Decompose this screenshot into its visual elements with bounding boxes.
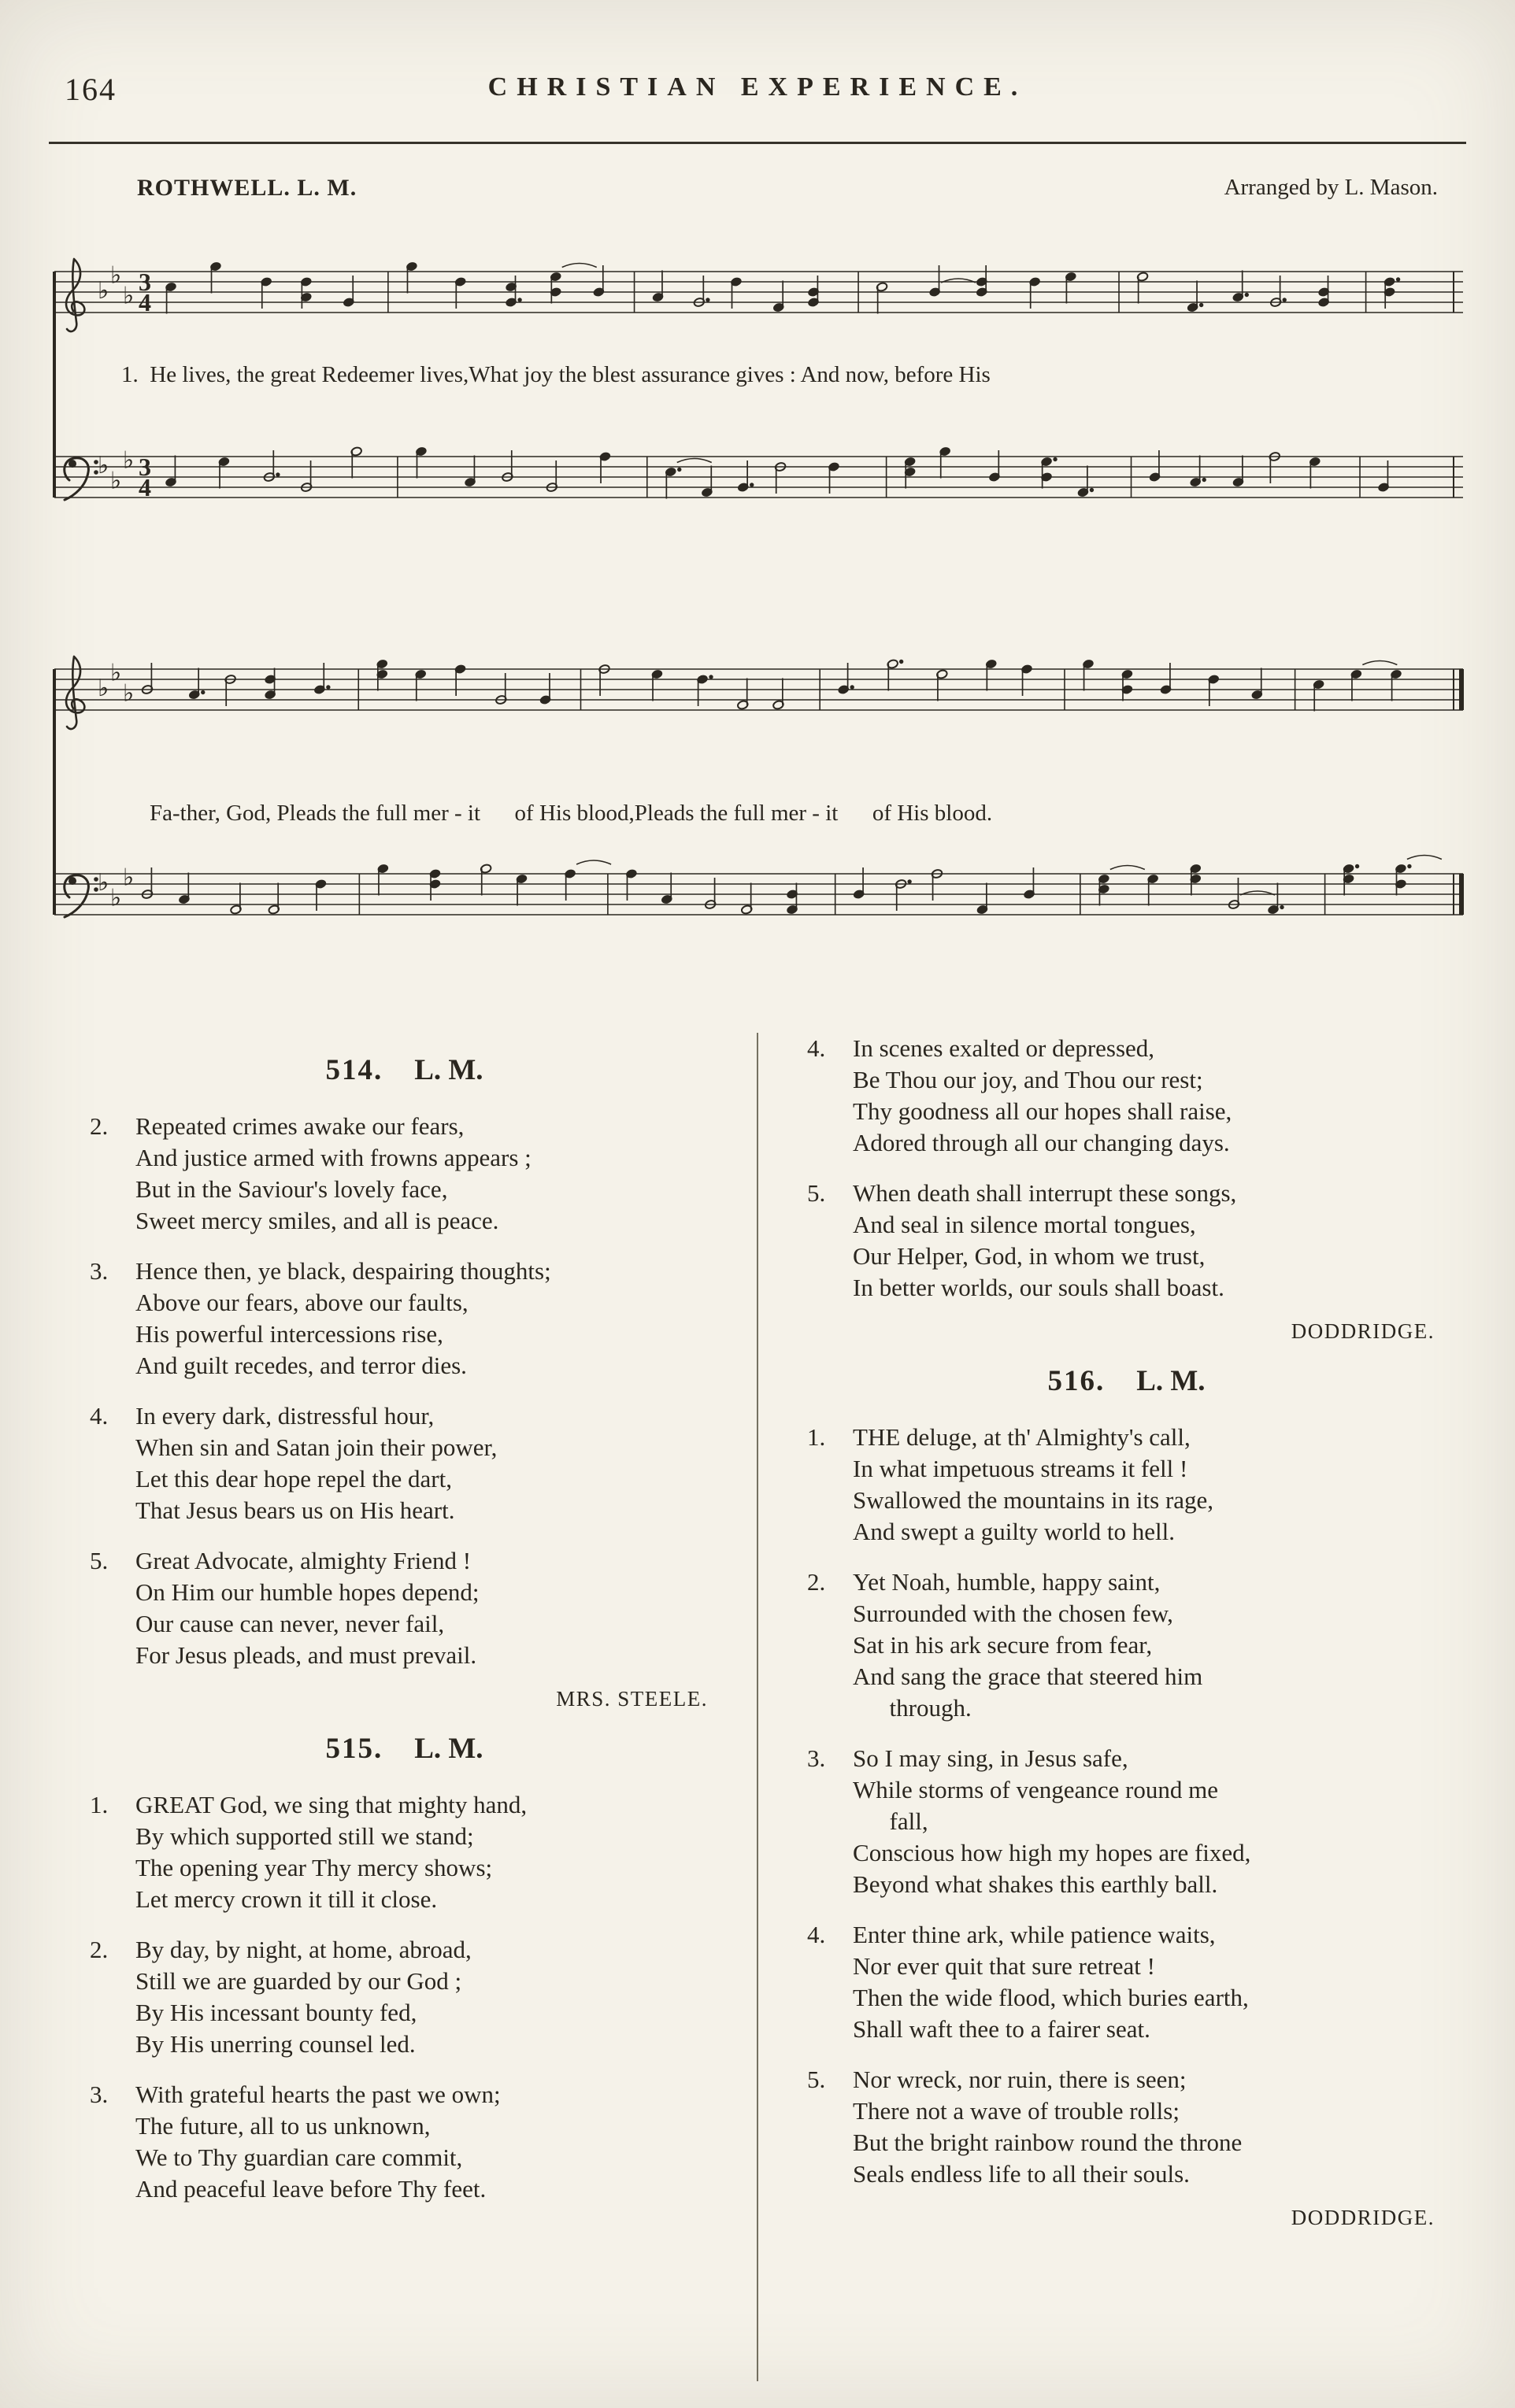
svg-text:♭: ♭ (98, 675, 109, 702)
verse-text (135, 1934, 472, 2060)
verse-number: 5. (807, 1179, 826, 1207)
verse-line: Our Helper, God, in whom we trust, (853, 1242, 1206, 1270)
svg-text:♭: ♭ (123, 446, 135, 475)
verse (90, 1789, 719, 1915)
verse-line: By His incessant bounty fed, (135, 1999, 417, 2026)
verse-line: So I may sing, in Jesus safe, (853, 1744, 1128, 1772)
verse-number: 3. (90, 1257, 109, 1285)
verse-line: Shall waft thee to a fairer seat. (853, 2015, 1150, 2043)
verse-line: In scenes exalted or depressed, (853, 1034, 1155, 1062)
verse-text (135, 1400, 497, 1526)
verse-text (853, 1919, 1249, 2045)
svg-text:♭: ♭ (110, 659, 122, 687)
attribution: DODDRIDGE. (1291, 1319, 1435, 1343)
hymn-heading (90, 1053, 719, 1087)
verse-line: Great Advocate, almighty Friend ! (135, 1547, 472, 1574)
verse-line: Yet Noah, humble, happy saint, (853, 1568, 1161, 1596)
hymn-text-columns (49, 1033, 1466, 2381)
verse-line: The future, all to us unknown, (135, 2112, 431, 2140)
verse-line: We to Thy guardian care commit, (135, 2144, 463, 2171)
verse-line: By which supported still we stand; (135, 1822, 474, 1850)
hymn-heading (90, 1732, 719, 1766)
verse (90, 1400, 719, 1526)
verse-line: But the bright rainbow round the throne (853, 2129, 1243, 2156)
verse (807, 1422, 1446, 1548)
svg-text:♭: ♭ (123, 864, 135, 892)
verse-line: By His unerring counsel led. (135, 2030, 416, 2058)
verse-line: Sat in his ark secure from fear, (853, 1631, 1153, 1659)
lyric-line-2: Fa-ther, God, Pleads the full mer - it of His blood,Pleads the full mer - it of His blood. (150, 801, 993, 826)
verse-line: Enter thine ark, while patience waits, (853, 1921, 1216, 1948)
verse-line: There not a wave of trouble rolls; (853, 2097, 1180, 2125)
verse-line: Let mercy crown it till it close. (135, 1885, 438, 1913)
svg-text:4: 4 (139, 288, 151, 316)
verse-line: And sang the grace that steered him (853, 1663, 1203, 1690)
page-title: CHRISTIAN EXPERIENCE. (487, 72, 1028, 102)
svg-text:4: 4 (139, 473, 151, 501)
hymn-meter: L. M. (414, 1733, 483, 1765)
verse-line: Seals endless life to all their souls. (853, 2160, 1190, 2188)
verse-line: In better worlds, our souls shall boast. (853, 1274, 1224, 1301)
verse (807, 2064, 1446, 2190)
verse-number: 3. (90, 2081, 109, 2108)
verse-line: On Him our humble hopes depend; (135, 1578, 480, 1606)
verse-line: In what impetuous streams it fell ! (853, 1455, 1188, 1482)
verse-text (853, 1422, 1213, 1548)
page-number: 164 (65, 72, 117, 107)
verse-line: THE deluge, at th' Almighty's call, (853, 1423, 1191, 1451)
right-column (758, 1033, 1466, 2381)
hymn-number: 516. (1047, 1365, 1106, 1397)
verse-line: When sin and Satan join their power, (135, 1433, 498, 1461)
svg-text:♭: ♭ (98, 452, 109, 479)
music-system-2 (49, 614, 1466, 984)
music-system-1 (49, 228, 1466, 579)
lyric-line-1: 1. He lives, the great Redeemer lives,What joy the blest assurance gives : And now, before His (121, 362, 991, 387)
verse-line: Beyond what shakes this earthly ball. (853, 1870, 1218, 1898)
verse-number: 2. (90, 1112, 109, 1140)
verse-number: 4. (90, 1402, 109, 1430)
svg-text:♭: ♭ (123, 282, 135, 310)
verse (807, 1178, 1446, 1304)
verse-line: Swallowed the mountains in its rage, (853, 1486, 1214, 1514)
verse-line: But in the Saviour's lovely face, (135, 1175, 448, 1203)
verse-line: With grateful hearts the past we own; (135, 2081, 501, 2108)
arranger-credit: Arranged by L. Mason. (1224, 175, 1438, 200)
verse-line: Adored through all our changing days. (853, 1129, 1230, 1156)
verse-line: Nor wreck, nor ruin, there is seen; (853, 2066, 1187, 2093)
verse-line: Still we are guarded by our God ; (135, 1967, 462, 1995)
tune-name: ROTHWELL. L. M. (137, 175, 357, 201)
verse-line: Sweet mercy smiles, and all is peace. (135, 1207, 499, 1234)
left-column (49, 1033, 757, 2381)
verse-text (853, 1178, 1236, 1304)
svg-text:♭: ♭ (98, 277, 109, 305)
verse-text (135, 1111, 532, 1237)
verse-line: Thy goodness all our hopes shall raise, (853, 1097, 1232, 1125)
svg-text:♭: ♭ (110, 261, 122, 290)
verse-line: When death shall interrupt these songs, (853, 1179, 1237, 1207)
verse-line: In every dark, distressful hour, (135, 1402, 435, 1430)
verse-text (135, 2079, 501, 2205)
verse (90, 2079, 719, 2205)
verse-number: 3. (807, 1744, 826, 1772)
verse (807, 1919, 1446, 2045)
verse-text (853, 1033, 1232, 1159)
verse-text (135, 1256, 551, 1382)
hymn-meter: L. M. (1136, 1365, 1206, 1397)
verse-line: The opening year Thy mercy shows; (135, 1854, 493, 1881)
verse-text (135, 1789, 527, 1915)
verse-text (853, 2064, 1242, 2190)
verse-line: His powerful intercessions rise, (135, 1320, 443, 1348)
verse-line: Our cause can never, never fail, (135, 1610, 445, 1637)
verse-line: Surrounded with the chosen few, (853, 1600, 1173, 1627)
verse-line: And seal in silence mortal tongues, (853, 1211, 1196, 1238)
verse-line: Conscious how high my hopes are fixed, (853, 1839, 1251, 1866)
verse-number: 2. (807, 1568, 826, 1596)
verse-number: 4. (807, 1921, 826, 1948)
column-divider (757, 1033, 758, 2381)
verse-number: 5. (90, 1547, 109, 1574)
verse-line: through. (853, 1694, 972, 1722)
verse-line: And peaceful leave before Thy feet. (135, 2175, 487, 2203)
verse-line: Nor ever quit that sure retreat ! (853, 1952, 1155, 1980)
music-header (49, 175, 1466, 209)
verse-line: Hence then, ye black, despairing thoughts; (135, 1257, 551, 1285)
verse-line: Above our fears, above our faults, (135, 1289, 469, 1316)
verse (90, 1256, 719, 1382)
verse-line: And swept a guilty world to hell. (853, 1518, 1175, 1545)
attribution: MRS. STEELE. (556, 1687, 709, 1711)
verse (807, 1566, 1446, 1724)
svg-text:♭: ♭ (110, 467, 122, 495)
verse-line: fall, (853, 1807, 928, 1835)
verse-number: 4. (807, 1034, 826, 1062)
verse-line: While storms of vengeance round me (853, 1776, 1219, 1803)
hymn-heading (807, 1364, 1446, 1398)
verse-line: Let this dear hope repel the dart, (135, 1465, 452, 1493)
verse-number: 1. (807, 1423, 826, 1451)
svg-text:♭: ♭ (110, 884, 122, 912)
verse (90, 1934, 719, 2060)
hymn-meter: L. M. (414, 1054, 483, 1086)
verse-line: For Jesus pleads, and must prevail. (135, 1641, 477, 1669)
verse-line: GREAT God, we sing that mighty hand, (135, 1791, 528, 1818)
verse (90, 1111, 719, 1237)
svg-text:♭: ♭ (98, 869, 109, 897)
svg-text:3: 3 (139, 453, 151, 481)
verse-line: Be Thou our joy, and Thou our rest; (853, 1066, 1203, 1093)
verse-line: By day, by night, at home, abroad, (135, 1936, 472, 1963)
verse-line: That Jesus bears us on His heart. (135, 1496, 455, 1524)
verse-number: 5. (807, 2066, 826, 2093)
svg-text:♭: ♭ (123, 679, 135, 708)
svg-text:3: 3 (139, 268, 151, 296)
music-notation-1 (49, 228, 1466, 579)
verse-number: 1. (90, 1791, 109, 1818)
verse-line: And justice armed with frowns appears ; (135, 1144, 532, 1171)
verse-text (853, 1743, 1250, 1900)
verse-number: 2. (90, 1936, 109, 1963)
verse-line: Then the wide flood, which buries earth, (853, 1984, 1249, 2011)
hymn-number: 515. (325, 1733, 383, 1765)
verse (807, 1033, 1446, 1159)
verse-text (853, 1566, 1202, 1724)
hymn-number: 514. (325, 1054, 383, 1086)
page-header (49, 68, 1466, 112)
verse-line: And guilt recedes, and terror dies. (135, 1352, 467, 1379)
verse (807, 1743, 1446, 1900)
music-notation-2 (49, 614, 1466, 984)
attribution: DODDRIDGE. (1291, 2206, 1435, 2229)
verse (90, 1545, 719, 1671)
verse-line: Repeated crimes awake our fears, (135, 1112, 465, 1140)
verse-text (135, 1545, 480, 1671)
header-rule (49, 142, 1466, 144)
